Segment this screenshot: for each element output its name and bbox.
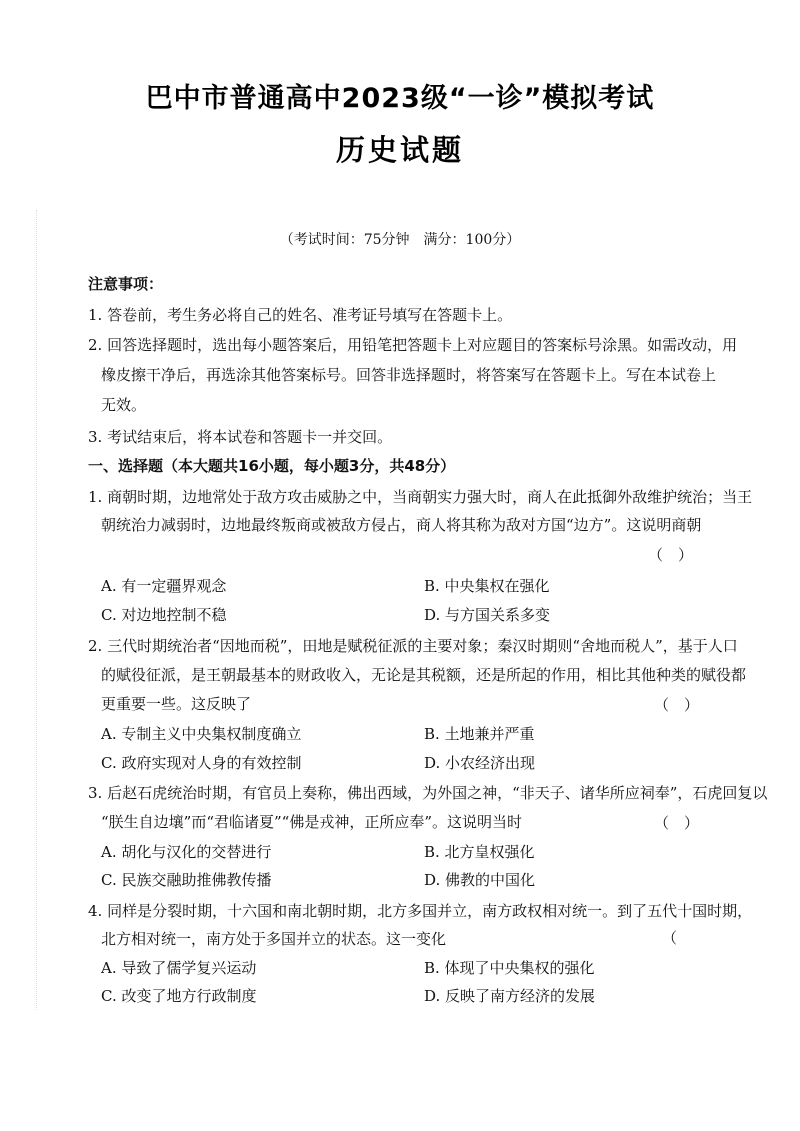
- answer-blank: （ ）: [654, 814, 700, 832]
- option-b: B. 体现了中央集权的强化: [424, 959, 595, 977]
- exam-info: （考试时间：75分钟 满分：100分）: [279, 232, 521, 248]
- notice-item: 1. 答卷前，考生务必将自己的姓名、准考证号填写在答题卡上。: [88, 306, 513, 324]
- answer-blank: （: [662, 929, 678, 947]
- question-3-line: “朕生自边壤”而“君临诸夏”“佛是戎神，正所应奉”。这说明当时: [101, 813, 523, 831]
- section-heading: 一、选择题（本大题共16小题，每小题3分，共48分）: [88, 457, 456, 475]
- answer-blank: （ ）: [648, 546, 694, 564]
- notice-item: 无效。: [101, 396, 147, 414]
- option-b: B. 土地兼并严重: [424, 725, 535, 743]
- option-c: C. 对边地控制不稳: [101, 606, 227, 624]
- option-c: C. 政府实现对人身的有效控制: [101, 754, 302, 772]
- option-d: D. 与方国关系多变: [424, 606, 551, 624]
- option-d: D. 佛教的中国化: [424, 871, 536, 889]
- subject-title: 历史试题: [335, 133, 464, 167]
- option-d: D. 小农经济出现: [424, 754, 536, 772]
- question-2-line: 2. 三代时期统治者“因地而税”，田地是赋税征派的主要对象；秦汉时期则“舍地而税人”，基于人口: [88, 637, 738, 655]
- option-a: A. 胡化与汉化的交替进行: [101, 843, 272, 861]
- notice-item: 3. 考试结束后，将本试卷和答题卡一并交回。: [88, 428, 393, 446]
- question-4-line: 北方相对统一，南方处于多国并立的状态。这一变化: [101, 930, 447, 948]
- notice-heading: 注意事项：: [88, 275, 164, 293]
- option-b: B. 北方皇权强化: [424, 843, 535, 861]
- binding-margin-line: [36, 210, 38, 1010]
- option-a: A. 导致了儒学复兴运动: [101, 959, 257, 977]
- notice-item: 橡皮擦干净后，再选涂其他答案标号。回答非选择题时，将答案写在答题卡上。写在本试卷上: [101, 366, 717, 384]
- question-2-line: 更重要一些。这反映了: [101, 695, 252, 713]
- exam-title: 巴中市普通高中2023级“一诊”模拟考试: [145, 83, 655, 114]
- question-2-line: 的赋役征派，是王朝最基本的财政收入，无论是其税额，还是所起的作用，相比其他种类的赋役都: [101, 666, 747, 684]
- answer-blank: （ ）: [654, 696, 700, 714]
- notice-item: 2. 回答选择题时，选出每小题答案后，用铅笔把答题卡上对应题目的答案标号涂黑。如需改动，用: [88, 336, 738, 354]
- question-1-line: 朝统治力减弱时，边地最终叛商或被敌方侵占，商人将其称为敌对方国“边方”。这说明商朝: [101, 516, 702, 534]
- option-b: B. 中央集权在强化: [424, 577, 550, 595]
- question-1-line: 1. 商朝时期，边地常处于敌方攻击威胁之中，当商朝实力强大时，商人在此抵御外敌维护统治；当王: [88, 488, 753, 506]
- option-d: D. 反映了南方经济的发展: [424, 987, 596, 1005]
- option-a: A. 专制主义中央集权制度确立: [101, 725, 302, 743]
- option-c: C. 民族交融助推佛教传播: [101, 871, 272, 889]
- question-3-line: 3. 后赵石虎统治时期，有官员上奏称，佛出西域，为外国之神，“非天子、诸华所应祠奉”，石虎回复以: [88, 784, 768, 802]
- question-4-line: 4. 同样是分裂时期，十六国和南北朝时期，北方多国并立，南方政权相对统一。到了五代十国时期，: [88, 902, 753, 920]
- option-c: C. 改变了地方行政制度: [101, 987, 257, 1005]
- option-a: A. 有一定疆界观念: [101, 577, 227, 595]
